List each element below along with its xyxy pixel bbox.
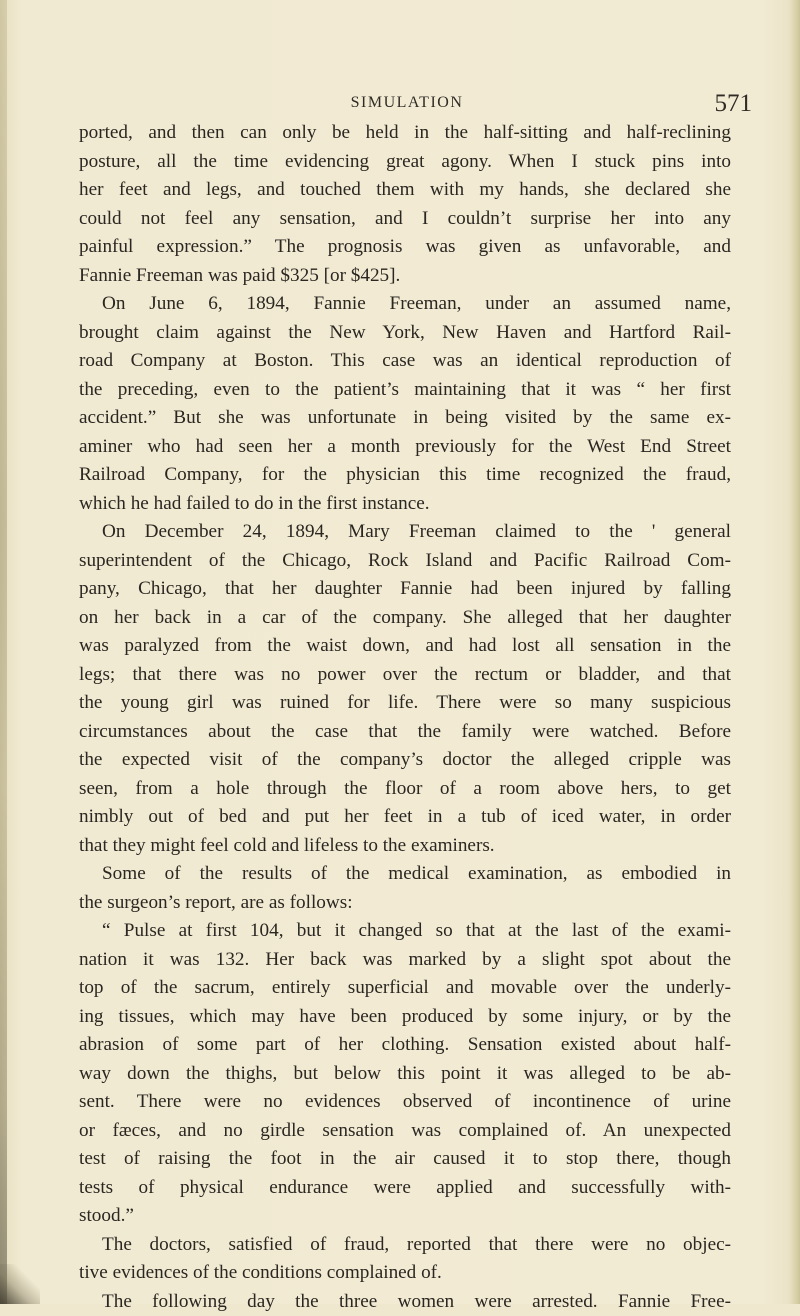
text-line: On December 24, 1894, Mary Freeman claimed to the ' general — [79, 518, 731, 547]
text-line: which he had failed to do in the first instance. — [79, 490, 731, 519]
text-line: tests of physical endurance were applied and successfully with- — [79, 1174, 731, 1203]
running-head: SIMULATION — [60, 94, 754, 112]
text-line: Railroad Company, for the physician this time recognized the fraud, — [79, 461, 731, 490]
text-line: On June 6, 1894, Fannie Freeman, under an assumed name, — [79, 290, 731, 319]
page-header — [60, 84, 754, 124]
text-line: Some of the results of the medical examination, as embodied in — [79, 860, 731, 889]
text-line: ing tissues, which may have been produced by some injury, or by the — [79, 1003, 731, 1032]
text-line: pany, Chicago, that her daughter Fannie had been injured by falling — [79, 575, 731, 604]
text-line: stood.” — [79, 1202, 731, 1231]
text-line: brought claim against the New York, New Haven and Hartford Rail- — [79, 319, 731, 348]
text-line: aminer who had seen her a month previously for the West End Street — [79, 433, 731, 462]
text-line: nimbly out of bed and put her feet in a tub of iced water, in order — [79, 803, 731, 832]
page-edge-right — [790, 0, 800, 1304]
text-line: Fannie Freeman was paid $325 [or $425]. — [79, 262, 731, 291]
text-line: test of raising the foot in the air caused it to stop there, though — [79, 1145, 731, 1174]
text-line: the expected visit of the company’s doctor the alleged cripple was — [79, 746, 731, 775]
text-line: the young girl was ruined for life. There were so many suspicious — [79, 689, 731, 718]
text-line: sent. There were no evidences observed of incontinence of urine — [79, 1088, 731, 1117]
text-line: abrasion of some part of her clothing. Sensation existed about half- — [79, 1031, 731, 1060]
text-line: The doctors, satisfied of fraud, reported that there were no objec- — [79, 1231, 731, 1260]
text-line: painful expression.” The prognosis was given as unfavorable, and — [79, 233, 731, 262]
text-line: circumstances about the case that the family were watched. Before — [79, 718, 731, 747]
text-line: The following day the three women were arrested. Fannie Free- — [79, 1288, 731, 1316]
text-line: or fæces, and no girdle sensation was complained of. An unexpected — [79, 1117, 731, 1146]
text-line: top of the sacrum, entirely superficial and movable over the underly- — [79, 974, 731, 1003]
text-line: nation it was 132. Her back was marked by a slight spot about the — [79, 946, 731, 975]
text-line: that they might feel cold and lifeless to the examiners. — [79, 832, 731, 861]
text-line: accident.” But she was unfortunate in being visited by the same ex- — [79, 404, 731, 433]
text-line: could not feel any sensation, and I couldn’t surprise her into any — [79, 205, 731, 234]
text-line: tive evidences of the conditions complained of. — [79, 1259, 731, 1288]
body-text — [79, 119, 731, 1316]
page-corner-shadow — [0, 1264, 40, 1304]
text-line: seen, from a hole through the floor of a room above hers, to get — [79, 775, 731, 804]
text-line: “ Pulse at first 104, but it changed so that at the last of the exami- — [79, 917, 731, 946]
text-line: legs; that there was no power over the rectum or bladder, and that — [79, 661, 731, 690]
text-line: the preceding, even to the patient’s maintaining that it was “ her first — [79, 376, 731, 405]
text-line: her feet and legs, and touched them with my hands, she declared she — [79, 176, 731, 205]
text-line: the surgeon’s report, are as follows: — [79, 889, 731, 918]
text-line: posture, all the time evidencing great agony. When I stuck pins into — [79, 148, 731, 177]
text-line: way down the thighs, but below this point it was alleged to be ab- — [79, 1060, 731, 1089]
text-line: was paralyzed from the waist down, and had lost all sensation in the — [79, 632, 731, 661]
text-line: road Company at Boston. This case was an identical reproduction of — [79, 347, 731, 376]
text-line: superintendent of the Chicago, Rock Island and Pacific Railroad Com- — [79, 547, 731, 576]
text-line: on her back in a car of the company. She alleged that her daughter — [79, 604, 731, 633]
text-line: ported, and then can only be held in the half-sitting and half-reclining — [79, 119, 731, 148]
page-number: 571 — [715, 90, 753, 118]
page-edge-left — [0, 0, 7, 1304]
